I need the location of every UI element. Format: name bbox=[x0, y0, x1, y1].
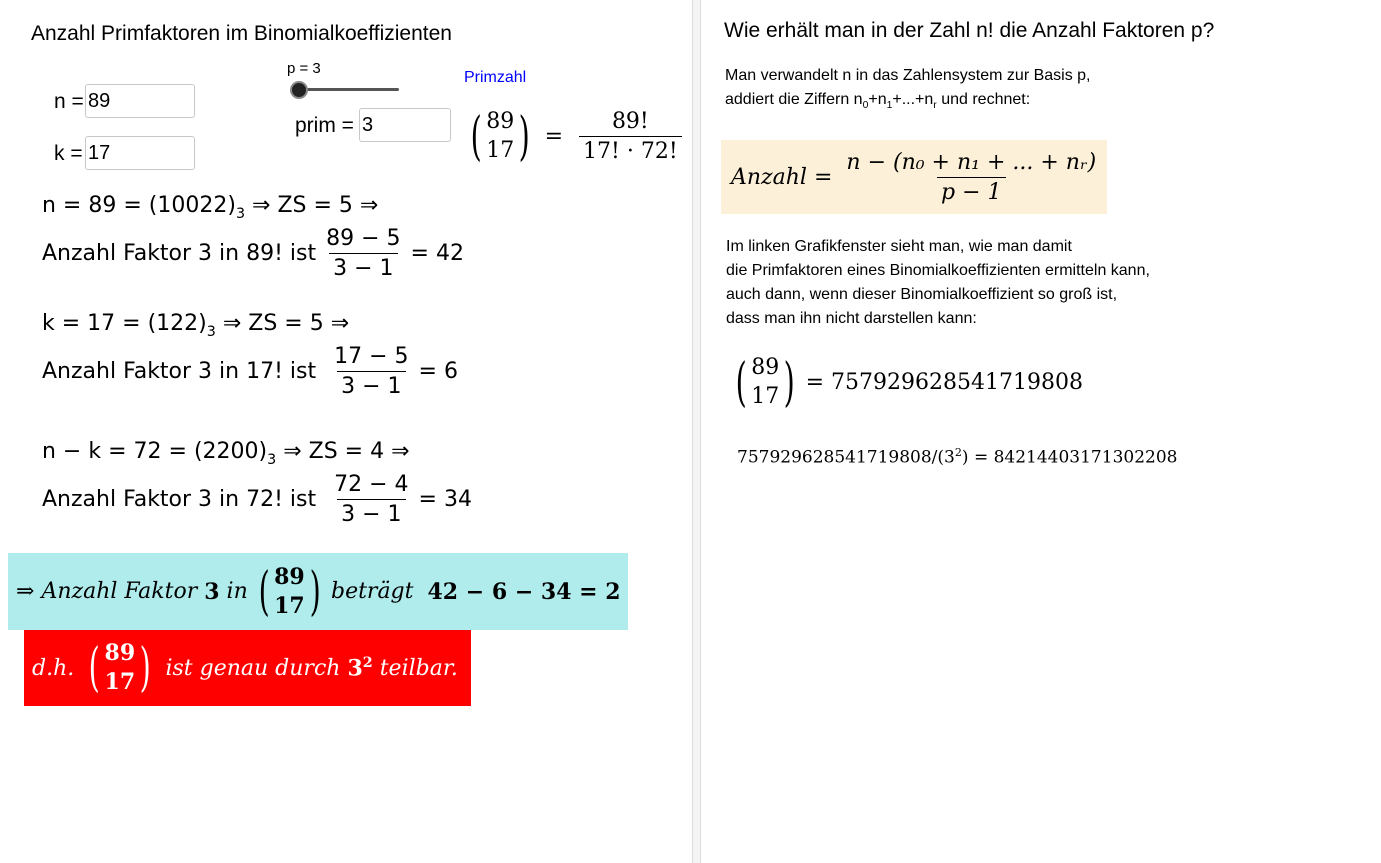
left-title: Anzahl Primfaktoren im Binomialkoeffizienten bbox=[31, 22, 452, 45]
binom-89-17: ( 89 17 ) bbox=[470, 106, 531, 167]
binom-value-line bbox=[731, 354, 1083, 411]
red-binom: ( 89 17 ) bbox=[88, 638, 151, 698]
red-base: 3 bbox=[347, 655, 363, 682]
div-expr-b: ) = 84214403171302208 bbox=[961, 447, 1178, 468]
right-binom-top: 89 bbox=[751, 355, 780, 380]
cyan-binom-bottom: 17 bbox=[274, 592, 305, 619]
p1-line2-a: addiert die Ziffern n bbox=[725, 91, 863, 108]
anzahl-n-den: 3 − 1 bbox=[329, 253, 397, 281]
formula-box bbox=[721, 140, 1107, 214]
binom-factorial-formula bbox=[466, 108, 688, 165]
right-binom-bottom: 17 bbox=[751, 383, 780, 409]
p-slider-track[interactable] bbox=[297, 88, 399, 91]
red-ist: ist genau durch bbox=[165, 655, 341, 681]
slider-label: p = 3 bbox=[287, 60, 321, 77]
anzahl-nk-res: = 34 bbox=[418, 487, 472, 512]
prim-label: prim = bbox=[295, 114, 354, 137]
anzahl-nk-num: 72 − 4 bbox=[334, 472, 409, 497]
right-binom-value: = 757929628541719808 bbox=[805, 370, 1083, 396]
red-binom-bottom: 17 bbox=[104, 669, 136, 695]
cyan-betraegt: beträgt bbox=[330, 579, 414, 604]
nk-base-rest: ⇒ ZS = 4 ⇒ bbox=[283, 439, 410, 464]
anzahl-k-line bbox=[42, 344, 458, 399]
anzahl-n-res: = 42 bbox=[410, 241, 464, 266]
cyan-three: 3 bbox=[204, 578, 220, 605]
right-title: Wie erhält man in der Zahl n! die Anzahl Faktoren p? bbox=[724, 19, 1215, 42]
k-input[interactable]: 17 bbox=[85, 136, 195, 170]
anzahl-k-den: 3 − 1 bbox=[337, 371, 405, 399]
factorial-denominator: 17! · 72! bbox=[579, 136, 682, 164]
n-input[interactable]: 89 bbox=[85, 84, 195, 118]
div-expr-a: 757929628541719808/(3 bbox=[737, 447, 955, 468]
div-expr-exp: 2 bbox=[954, 446, 962, 459]
p1-line2 bbox=[725, 91, 1030, 111]
red-power bbox=[347, 655, 372, 681]
nk-base-line bbox=[42, 439, 410, 468]
right-graphics-panel bbox=[701, 0, 1381, 863]
nk-base-sub: 3 bbox=[267, 451, 277, 468]
binom-bottom: 17 bbox=[486, 137, 515, 163]
p1-line1: Man verwandelt n in das Zahlensystem zur Basis p, bbox=[725, 67, 1091, 84]
p1-plus1: +n bbox=[868, 91, 887, 108]
formula-lhs: Anzahl = bbox=[731, 164, 833, 190]
n-base-sub: 3 bbox=[235, 205, 246, 222]
result-box-red bbox=[24, 630, 471, 706]
p1-dots: +...+n bbox=[892, 91, 934, 108]
binom-equals: = bbox=[544, 124, 564, 150]
p2-line1: Im linken Grafikfenster sieht man, wie man damit bbox=[726, 238, 1072, 255]
primzahl-label: Primzahl bbox=[464, 69, 527, 86]
red-binom-top: 89 bbox=[104, 640, 136, 667]
n-label: n = bbox=[54, 90, 84, 113]
p-slider-knob[interactable] bbox=[290, 81, 308, 99]
nk-base-expr: n − k = 72 = (2200) bbox=[42, 439, 268, 464]
k-base-line bbox=[42, 311, 350, 340]
anzahl-nk-den: 3 − 1 bbox=[337, 499, 405, 527]
formula-den: p − 1 bbox=[937, 177, 1006, 205]
binom-top: 89 bbox=[486, 109, 515, 134]
k-base-expr: k = 17 = (122) bbox=[42, 311, 207, 336]
k-base-sub: 3 bbox=[206, 323, 216, 340]
p1-end: und rechnet: bbox=[936, 91, 1031, 108]
division-line bbox=[737, 446, 1177, 468]
k-base-rest: ⇒ ZS = 5 ⇒ bbox=[222, 311, 350, 336]
red-exp: 2 bbox=[362, 654, 373, 671]
red-teilbar: teilbar. bbox=[379, 655, 458, 681]
p1-sub0: 0 bbox=[862, 100, 869, 112]
anzahl-k-pre: Anzahl Faktor 3 in 17! ist bbox=[42, 359, 317, 384]
anzahl-n-line bbox=[42, 226, 464, 281]
cyan-text1: Anzahl Faktor bbox=[41, 579, 198, 604]
cyan-arrow: ⇒ bbox=[16, 579, 35, 604]
anzahl-k-res: = 6 bbox=[418, 359, 458, 384]
prim-input[interactable]: 3 bbox=[359, 108, 451, 142]
cyan-calc: 42 − 6 − 34 = 2 bbox=[427, 578, 621, 605]
p1-subr: r bbox=[933, 100, 937, 112]
p2-line3: auch dann, wenn dieser Binomialkoeffizient so groß ist, bbox=[726, 286, 1118, 303]
right-binom: ( 89 17 ) bbox=[735, 352, 796, 413]
anzahl-n-pre: Anzahl Faktor 3 in 89! ist bbox=[42, 241, 317, 266]
anzahl-nk-pre: Anzahl Faktor 3 in 72! ist bbox=[42, 487, 317, 512]
anzahl-k-num: 17 − 5 bbox=[334, 344, 409, 369]
factorial-numerator: 89! bbox=[611, 109, 649, 135]
formula-num: n − (n₀ + n₁ + ... + nᵣ) bbox=[846, 149, 1097, 175]
n-base-rest: ⇒ ZS = 5 ⇒ bbox=[252, 193, 379, 218]
panel-divider[interactable] bbox=[692, 0, 701, 863]
anzahl-n-num: 89 − 5 bbox=[326, 226, 401, 251]
p2-line2: die Primfaktoren eines Binomialkoeffizienten ermitteln kann, bbox=[726, 262, 1150, 279]
cyan-binom: ( 89 17 ) bbox=[258, 561, 321, 622]
result-box-cyan bbox=[8, 553, 628, 630]
n-base-expr: n = 89 = (10022) bbox=[42, 193, 236, 218]
p1-sub1: 1 bbox=[886, 100, 893, 112]
cyan-in: in bbox=[226, 579, 248, 604]
red-dh: d.h. bbox=[32, 655, 75, 681]
cyan-binom-top: 89 bbox=[274, 563, 305, 590]
n-base-line bbox=[42, 193, 379, 222]
anzahl-nk-line bbox=[42, 472, 472, 527]
p2-line4: dass man ihn nicht darstellen kann: bbox=[726, 310, 977, 327]
k-label: k = bbox=[54, 142, 83, 165]
